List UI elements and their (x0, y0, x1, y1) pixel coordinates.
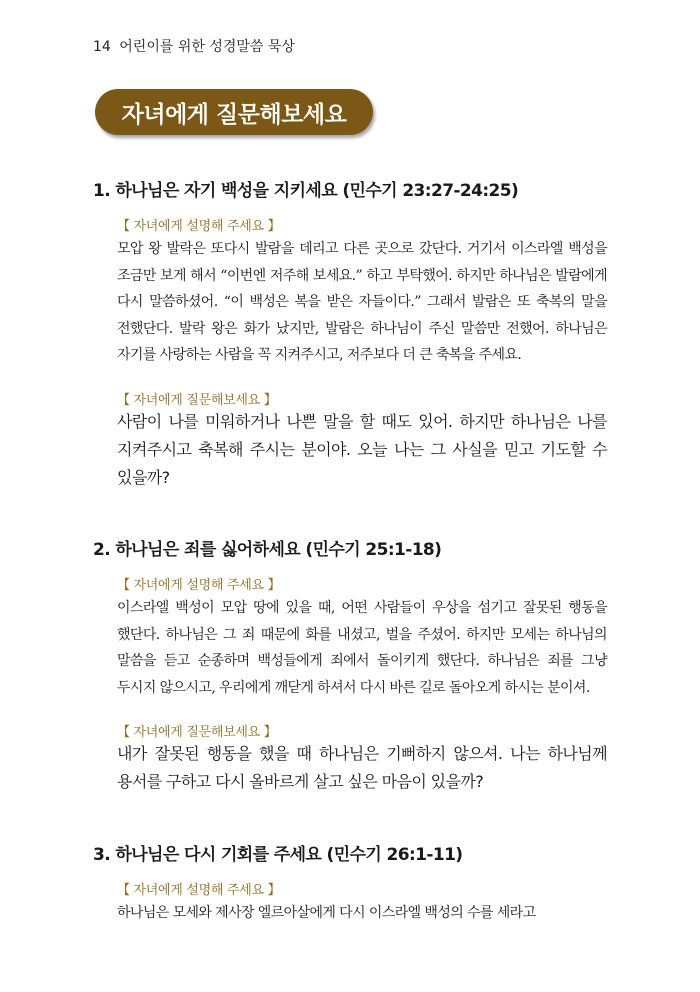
book-title-part-a: 어린이를 위한 (119, 39, 205, 55)
book-title-part-b: 성경말씀 묵상 (209, 39, 295, 55)
devotion-section-3 (93, 840, 613, 927)
section-banner (95, 89, 373, 135)
section-heading: 3. 하나님은 다시 기회를 주세요 (민수기 26:1-11) (93, 845, 463, 865)
page-number: 14 (93, 39, 111, 55)
explain-label: 【 자녀에게 설명해 주세요 】 (117, 219, 281, 234)
running-header (93, 36, 295, 56)
question-text: 사람이 나를 미워하거나 나쁜 말을 할 때도 있어. 하지만 하나님은 나를 지켜주시고 축복해 주시는 분이야. 오늘 나는 그 사실을 믿고 기도할 수 있을까? (117, 411, 607, 487)
question-text: 내가 잘못된 행동을 했을 때 하나님은 기뻐하지 않으셔. 나는 하나님께 용서를 구하고 다시 올바르게 살고 싶은 마음이 있을까? (117, 744, 607, 791)
section-heading: 2. 하나님은 죄를 싫어하세요 (민수기 25:1-18) (93, 540, 442, 560)
banner-title: 자녀에게 질문해보세요 (121, 101, 347, 128)
devotion-section-2 (93, 535, 613, 796)
explain-label: 【 자녀에게 설명해 주세요 】 (117, 578, 281, 593)
question-label: 【 자녀에게 질문해보세요 】 (117, 725, 277, 740)
explain-text: 하나님은 모세와 제사장 엘르아살에게 다시 이스라엘 백성의 수를 세라고 (117, 905, 536, 921)
section-heading: 1. 하나님은 자기 백성을 지키세요 (민수기 23:27-24:25) (93, 181, 519, 201)
devotion-section-1 (93, 176, 613, 492)
question-label: 【 자녀에게 질문해보세요 】 (117, 392, 277, 408)
explain-text: 모압 왕 발락은 또다시 발람을 데리고 다른 곳으로 갔단다. 거기서 이스라엘 백성을 조금만 보게 해서 “이번엔 저주해 보세요.” 하고 부탁했어. 하지만 하나님은 발람에게 다시 말씀하셨어. “이 백성은 복을 받은 자들이다.” 그래서 발람은 또 축복의 말을 전했단다. 발락 왕은 화가 났지만, 발람은 하나님이 주신 말씀만 전했어. 하나님은 자기를 사랑하는 사람을 꼭 지켜주시고, 저주보다 더 큰 축복을 주세요. (117, 241, 607, 363)
explain-label: 【 자녀에게 설명해 주세요 】 (117, 883, 281, 898)
explain-text: 이스라엘 백성이 모압 땅에 있을 때, 어떤 사람들이 우상을 섬기고 잘못된 행동을 했단다. 하나님은 그 죄 때문에 화를 내셨고, 벌을 주셨어. 하지만 모세는 하나님의 말씀을 듣고 순종하며 백성들에게 죄에서 돌이키게 했단다. 하나님은 죄를 그냥 두시지 않으시고, 우리에게 깨닫게 하셔서 다시 바른 길로 돌아오게 하시는 분이셔. (117, 600, 607, 696)
